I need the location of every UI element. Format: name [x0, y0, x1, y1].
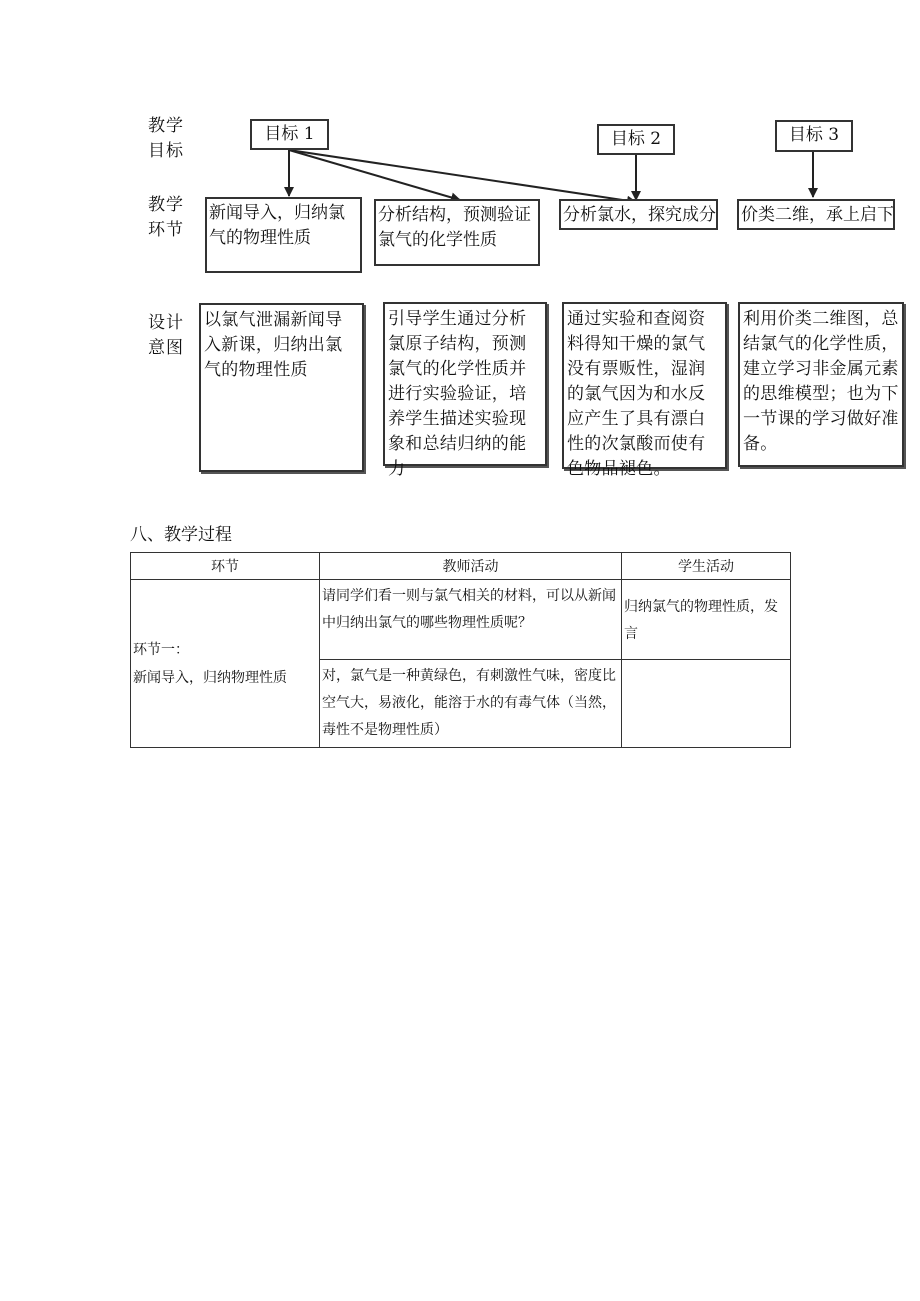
row-label-design [146, 311, 186, 361]
table-header-row [131, 553, 791, 580]
goal-box-2 [597, 124, 675, 155]
design-3-text: 通过实验和查阅资料得知干燥的氯气没有票贩性，湿润的氯气因为和水反应产生了具有漂白性的次氯酸而使有色物品褪色。 [567, 309, 706, 479]
design-2-text: 引导学生通过分析氯原子结构，预测氯气的化学性质并进行实验验证，培养学生描述实验现象和总结归纳的能力 [388, 309, 527, 479]
arrow-goal1-to-seg3 [289, 150, 636, 202]
design-box-1 [199, 303, 364, 472]
design-1-text: 以氯气泄漏新闻导入新课，归纳出氯气的物理性质 [204, 310, 343, 380]
arrow-goal1-to-seg2 [289, 150, 460, 200]
segment-3-text: 分析氯水，探究成分 [563, 205, 716, 225]
segment-1-text: 新闻导入，归纳氯气的物理性质 [209, 203, 345, 248]
row-label-goals-text: 教学 目标 [148, 116, 184, 161]
goal-box-3 [775, 120, 853, 152]
row-label-segments-text: 教学 环节 [148, 195, 184, 240]
design-4-text: 利用价类二维图，总结氯气的化学性质，建立学习非金属元素的思维模型；也为下一节课的学习做好准备。 [743, 309, 899, 454]
student-cell: 归纳氯气的物理性质，发言 [622, 580, 791, 660]
table-row [131, 580, 791, 660]
segment-box-1 [205, 197, 362, 273]
header-teacher: 教师活动 [320, 553, 622, 580]
segment-cell [131, 580, 320, 748]
segment-box-2 [374, 199, 540, 266]
goal-box-1 [250, 119, 329, 150]
design-box-2 [383, 302, 547, 479]
teacher-cell: 对，氯气是一种黄绿色，有刺激性气味，密度比空气大，易液化，能溶于水的有毒气体（当然，毒性不是物理性质） [320, 660, 622, 748]
student-cell [622, 660, 791, 748]
teacher-cell: 请同学们看一则与氯气相关的材料，可以从新闻中归纳出氯气的哪些物理性质呢？ [320, 580, 622, 660]
segment-4-text: 价类二维，承上启下 [741, 205, 894, 225]
header-segment: 环节 [131, 553, 320, 580]
segment-cell-text: 环节一： 新闻导入，归纳物理性质 [133, 641, 287, 686]
section-heading: 八、教学过程 [130, 525, 232, 545]
header-student: 学生活动 [622, 553, 791, 580]
goal-3-label: 目标 3 [788, 125, 840, 145]
design-box-3 [562, 302, 727, 479]
row-label-segments [146, 193, 186, 243]
segment-box-3 [559, 199, 718, 230]
process-table [130, 552, 791, 748]
design-box-4 [738, 302, 904, 467]
goal-2-label: 目标 2 [610, 129, 662, 149]
goal-1-label: 目标 1 [264, 124, 315, 144]
row-label-design-text: 设计 意图 [148, 313, 184, 358]
row-label-goals [146, 114, 186, 164]
segment-box-4 [737, 199, 895, 230]
segment-2-text: 分析结构，预测验证氯气的化学性质 [378, 205, 531, 250]
